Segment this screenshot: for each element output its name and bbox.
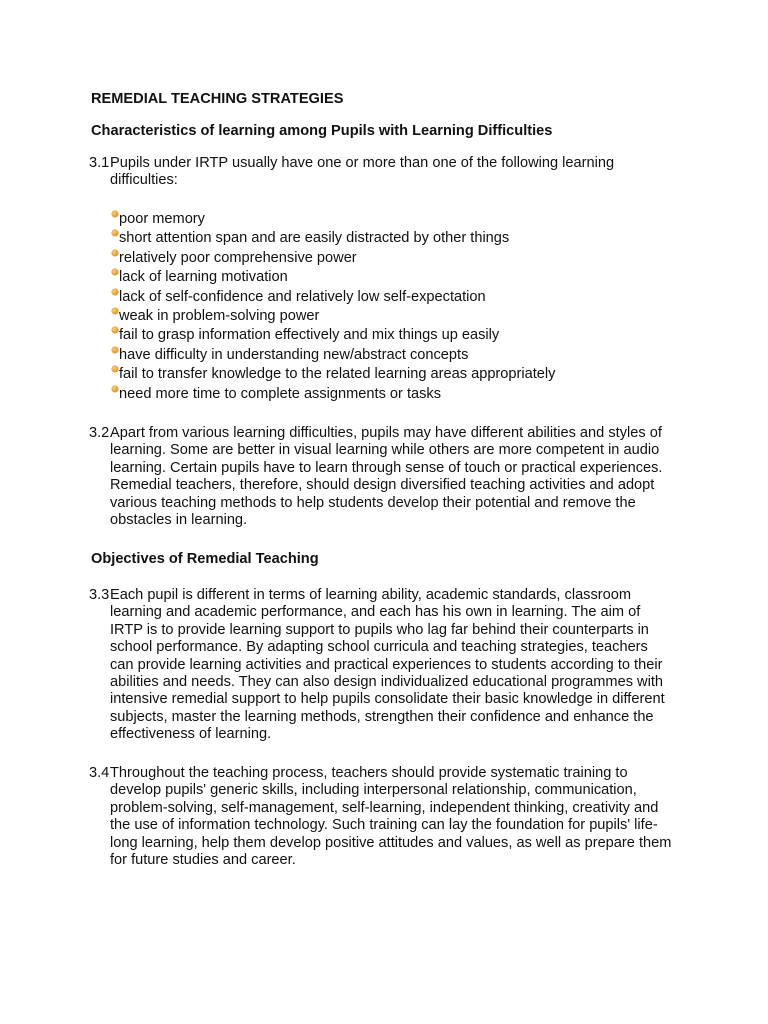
list-item-text: short attention span and are easily distracted by other things [119, 230, 510, 247]
bullet-icon [112, 269, 118, 275]
list-item-text: weak in problem-solving power [119, 307, 320, 324]
list-item [112, 269, 555, 288]
list-item [112, 347, 555, 366]
section-heading-objectives: Objectives of Remedial Teaching [91, 551, 319, 567]
bullet-icon [112, 289, 118, 295]
paragraph-text: Pupils under IRTP usually have one or more than one of the following learning difficulties: [110, 155, 615, 189]
list-item-text: poor memory [119, 211, 205, 227]
bullet-icon [112, 250, 118, 256]
document-title: REMEDIAL TEACHING STRATEGIES [91, 91, 344, 107]
list-item [112, 289, 555, 308]
paragraph-number: 3.1 [89, 155, 110, 171]
list-item-text: lack of self-confidence and relatively low self-expectation [119, 288, 486, 305]
paragraph-text: Each pupil is different in terms of learning ability, academic standards, classroom learning and academic performance, and each has his own in learning. The aim of IRTP is to provide learning support to pupils who lag far behind their counterparts in school performance. By adapting school curricula and teaching strategies, teachers can provide learning activities and practical experiences to students according to their abilities and needs. They can also design individualized educational programmes with intensive remedial support to help pupils consolidate their basic knowledge in different subjects, master the learning methods, strengthen their confidence and enhance the effectiveness of learning. [110, 587, 665, 743]
paragraph-3-1 [89, 155, 689, 190]
section-heading-characteristics: Characteristics of learning among Pupils with Learning Difficulties [91, 123, 553, 139]
list-item-text: fail to grasp information effectively and mix things up easily [119, 327, 500, 344]
bullet-icon [112, 230, 118, 236]
bullet-icon [112, 386, 118, 392]
list-item [112, 230, 555, 249]
paragraph-text: Apart from various learning difficulties, pupils may have different abilities and styles of learning. Some are better in visual learning while others are more competent in audio learning. Certain pupils have to learn through sense of touch or practical experiences. Remedial teachers, therefore, should design diversified teaching activities and adopt various teaching methods to help students develop their potential and remove the obstacles in learning. [110, 425, 663, 529]
list-item [112, 327, 555, 346]
bullet-icon [112, 366, 118, 372]
paragraph-number: 3.4 [89, 765, 110, 781]
list-item [112, 308, 555, 327]
list-item-text: need more time to complete assignments or tasks [119, 385, 442, 402]
bullet-icon [112, 211, 118, 217]
list-item-text: fail to transfer knowledge to the related learning areas appropriately [119, 366, 556, 383]
bullet-icon [112, 347, 118, 353]
list-item [112, 250, 555, 269]
paragraph-text: Throughout the teaching process, teachers should provide systematic training to develop pupils' generic skills, including interpersonal relationship, communication, problem-solving, self-management, self-learning, independent thinking, creativity and the use of information technology. Such training can lay the foundation for pupils' life-long learning, help them develop positive attitudes and values, as well as prepare them for future studies and career. [110, 765, 672, 869]
bullet-icon [112, 308, 118, 314]
paragraph-3-2 [89, 425, 689, 529]
list-item-text: lack of learning motivation [119, 269, 288, 286]
bullet-icon [112, 327, 118, 333]
paragraph-number: 3.3 [89, 587, 110, 603]
learning-difficulties-list [112, 211, 555, 405]
paragraph-3-4 [89, 765, 689, 869]
paragraph-3-3 [89, 587, 689, 744]
list-item-text: relatively poor comprehensive power [119, 249, 357, 266]
list-item-text: have difficulty in understanding new/abstract concepts [119, 346, 469, 363]
list-item [112, 211, 555, 230]
paragraph-number: 3.2 [89, 425, 110, 441]
list-item [112, 366, 555, 385]
list-item [112, 386, 555, 405]
